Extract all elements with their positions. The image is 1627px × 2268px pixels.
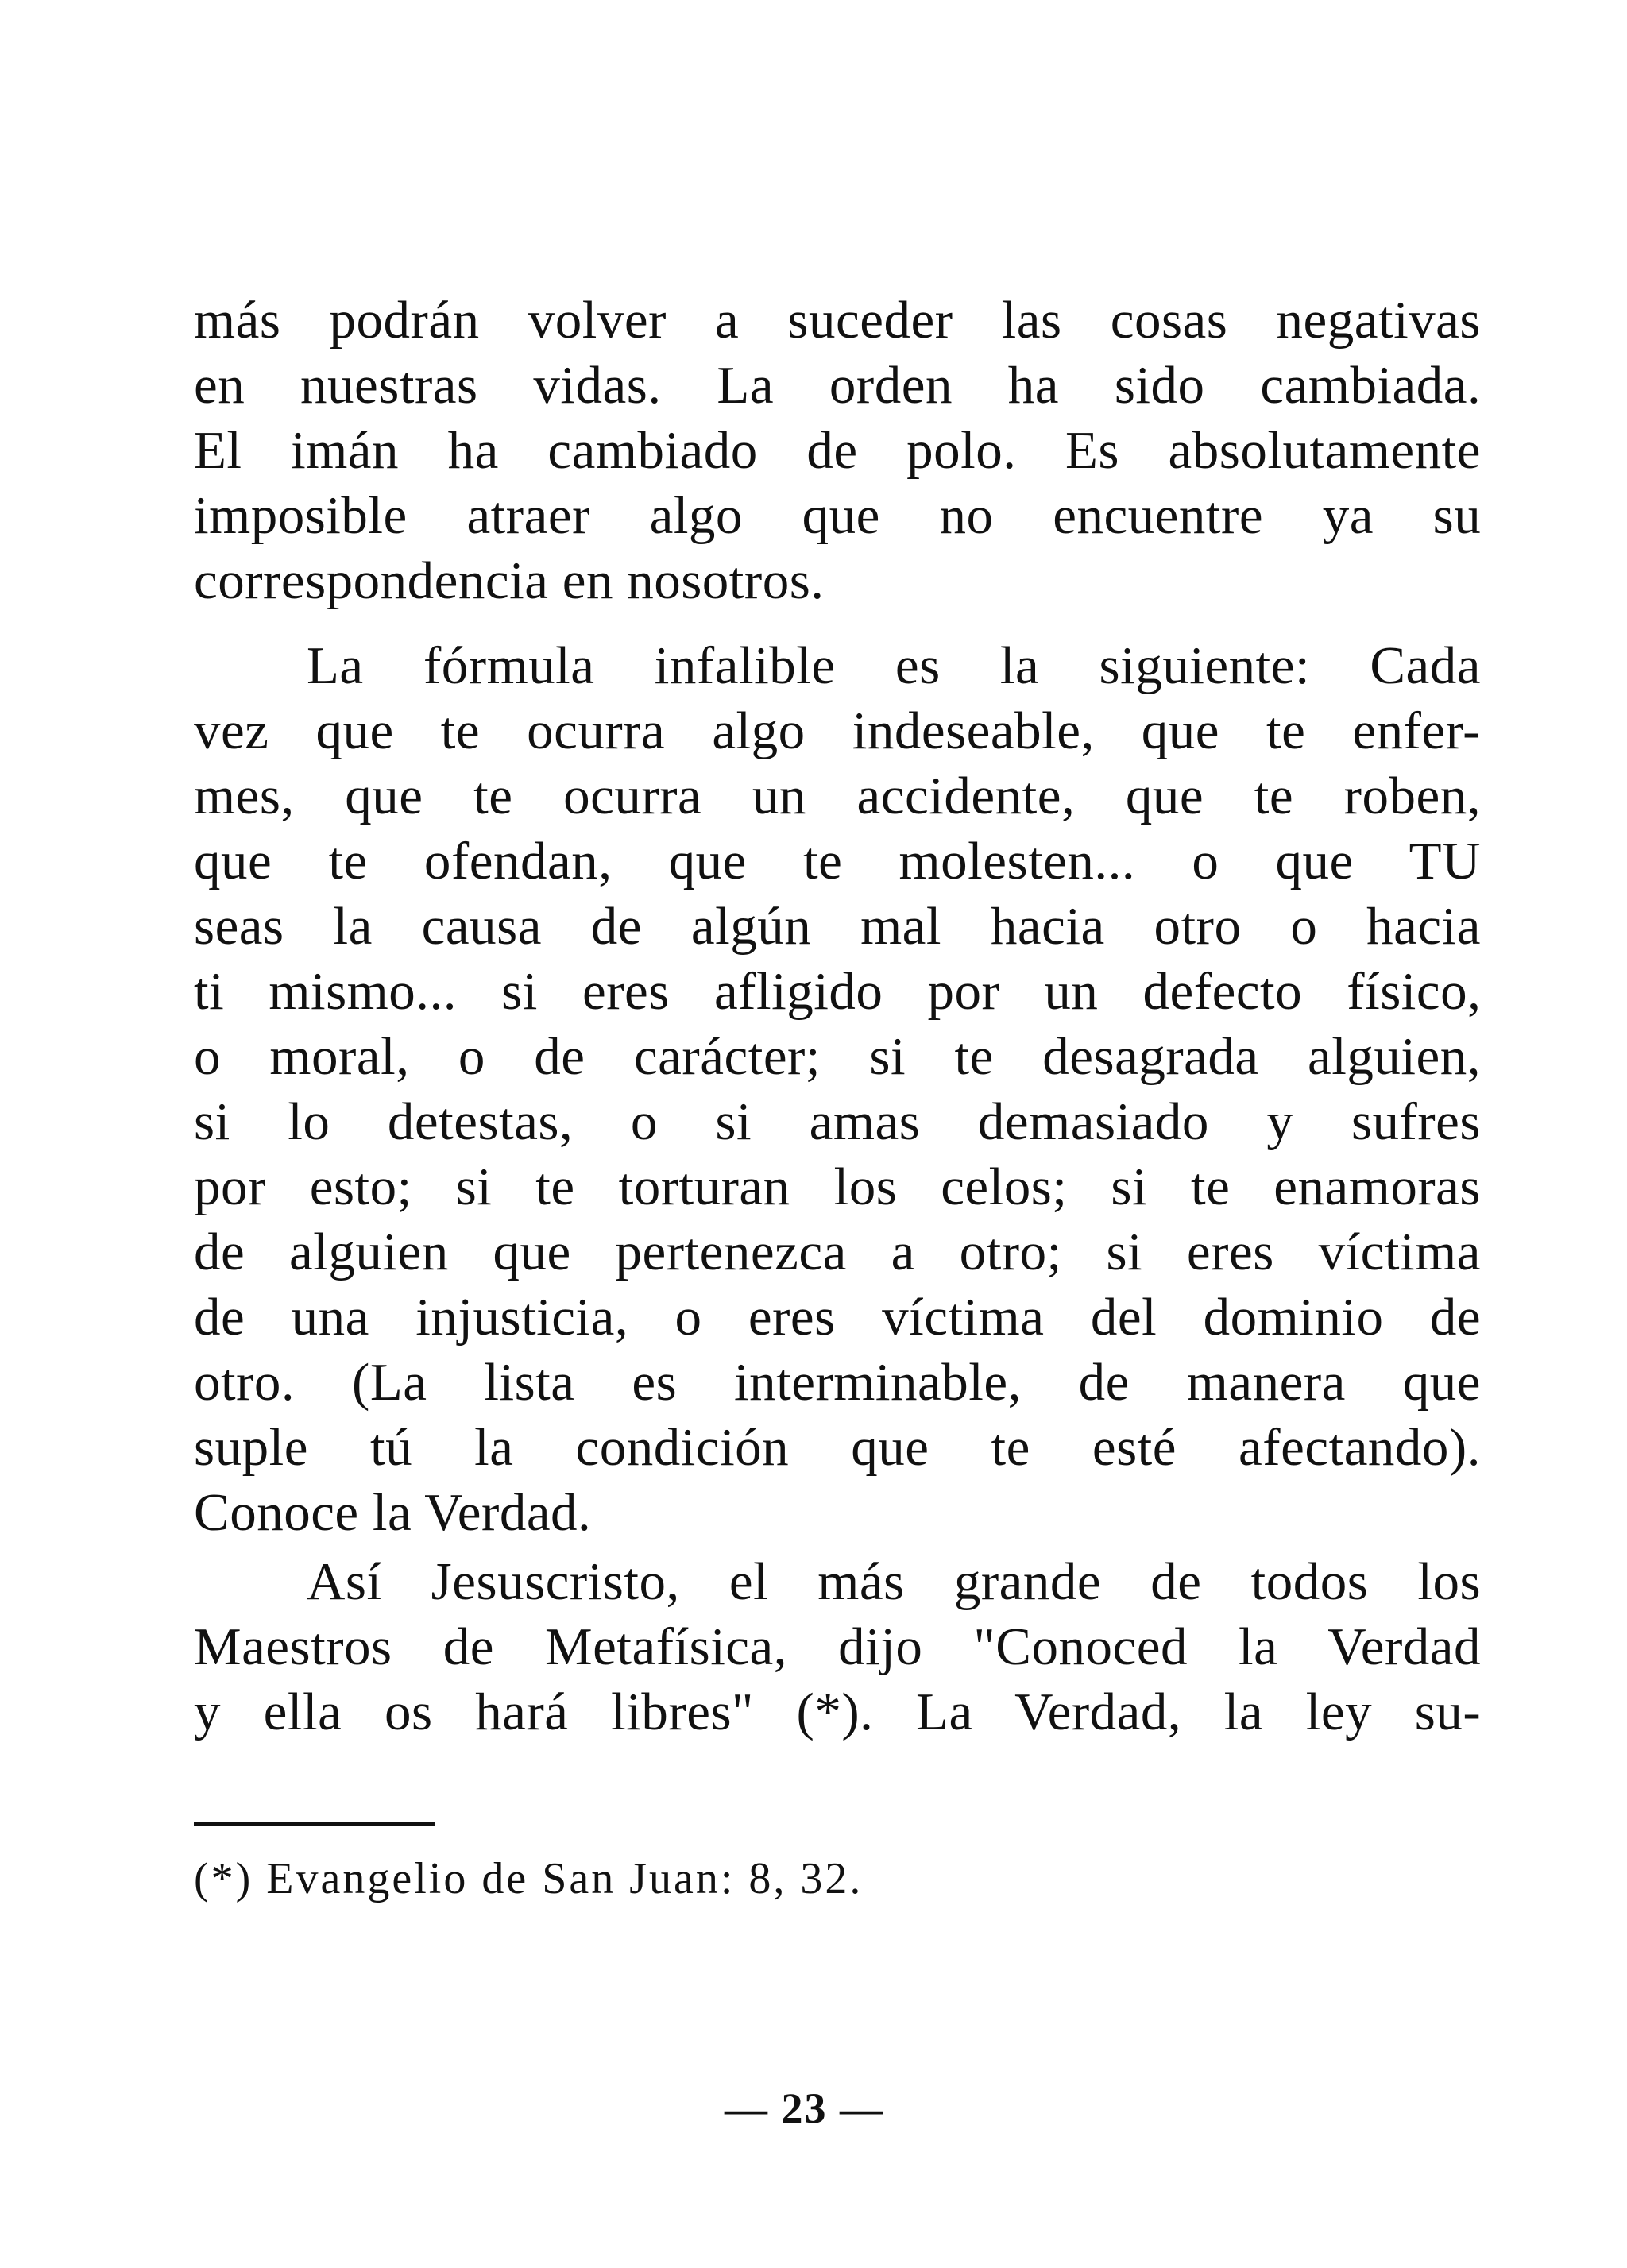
text-line: seas la causa de algún mal hacia otro o hacia — [194, 897, 1481, 956]
text-line: correspondencia en nosotros. — [194, 551, 825, 610]
text-line: de una injusticia, o eres víctima del dominio de — [194, 1288, 1482, 1347]
footnote: (*) Evangelio de San Juan: 8, 32. — [194, 1854, 864, 1903]
text-line: El imán ha cambiado de polo. Es absolutamente — [194, 421, 1482, 480]
text-line: ti mismo... si eres afligido por un defecto físico, — [194, 962, 1482, 1021]
text-line: mes, que te ocurra un accidente, que te roben, — [194, 767, 1481, 825]
text-line: Maestros de Metafísica, dijo "Conoced la Verdad — [194, 1617, 1481, 1676]
text-line: o moral, o de carácter; si te desagrada alguien, — [194, 1027, 1481, 1086]
text-line: en nuestras vidas. La orden ha sido cambiada. — [194, 356, 1482, 415]
text-line: Así Jesuscristo, el más grande de todos los — [307, 1552, 1482, 1611]
text-line: suple tú la condición que te esté afectando). — [194, 1418, 1481, 1477]
text-line: que te ofendan, que te molesten... o que TU — [194, 832, 1481, 891]
paragraph-2 — [194, 633, 1481, 1545]
text-line: imposible atraer algo que no encuentre ya su — [194, 486, 1482, 545]
text-line: y ella os hará libres" (*). La Verdad, la ley su- — [194, 1683, 1482, 1741]
paragraph-1 — [194, 288, 1481, 613]
text-line: vez que te ocurra algo indeseable, que te enfer- — [194, 701, 1481, 760]
text-line: por esto; si te torturan los celos; si te enamoras — [194, 1157, 1481, 1216]
text-line: Conoce la Verdad. — [194, 1483, 592, 1542]
footnote-divider — [194, 1822, 435, 1826]
text-line: otro. (La lista es interminable, de manera que — [194, 1353, 1481, 1412]
page-number: — 23 — — [725, 2084, 884, 2132]
text-line: si lo detestas, o si amas demasiado y sufres — [194, 1092, 1481, 1151]
paragraph-3 — [194, 1549, 1481, 1744]
text-line: La fórmula infalible es la siguiente: Cada — [307, 636, 1481, 695]
text-line: de alguien que pertenezca a otro; si eres víctima — [194, 1223, 1481, 1281]
text-line: más podrán volver a suceder las cosas negativas — [194, 291, 1481, 350]
